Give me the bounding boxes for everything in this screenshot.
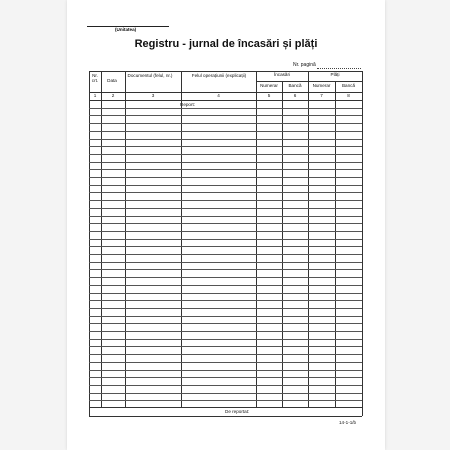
table-carry-row-top	[89, 407, 362, 408]
table-row-line	[89, 323, 362, 324]
table-row-line	[89, 354, 362, 355]
table-carry-row-edge	[362, 407, 363, 416]
table-row-line	[89, 200, 362, 201]
table-row-line	[89, 208, 362, 209]
table-row-line	[89, 108, 362, 109]
table-row-line	[89, 177, 362, 178]
page-number-field[interactable]	[317, 68, 361, 69]
header-operation: Felul operațiunii (explicații)	[191, 73, 247, 78]
table-row-line	[89, 293, 362, 294]
column-number-6: 6	[293, 93, 297, 98]
form-title: Registru - jurnal de încasări și plăți	[134, 38, 318, 50]
table-row-line	[89, 331, 362, 332]
table-row-line	[89, 131, 362, 132]
table-row-line	[89, 115, 362, 116]
table-row-line	[89, 316, 362, 317]
table-border-top	[89, 71, 362, 72]
table-row-line	[89, 377, 362, 378]
table-row-line	[89, 393, 362, 394]
table-row-line	[89, 277, 362, 278]
table-header-bottom	[89, 92, 362, 93]
table-border-bottom	[89, 416, 362, 417]
table-row-line	[89, 362, 362, 363]
carry-forward-label: De reportat:	[225, 409, 250, 414]
table-row-line	[89, 162, 362, 163]
header-date: Data	[107, 78, 117, 83]
table-row-line	[89, 192, 362, 193]
column-number-1: 1	[93, 93, 97, 98]
unit-label: (Unitatea)	[115, 27, 137, 32]
page-number-label: Nr. pagină	[293, 62, 316, 68]
header-payments-bank: Bancă	[341, 83, 356, 88]
header-receipts: Încasări	[273, 72, 291, 77]
table-row-line	[89, 400, 362, 401]
header-receipts-cash: Numerar	[260, 83, 278, 88]
table-row-line	[89, 139, 362, 140]
table-carry-row-edge	[89, 407, 90, 416]
column-number-5: 5	[267, 93, 271, 98]
table-row-line	[89, 146, 362, 147]
header-payments-cash: Numerar	[312, 83, 331, 88]
table-row-line	[89, 262, 362, 263]
table-row-line	[89, 123, 362, 124]
table-row-line	[89, 246, 362, 247]
table-row-line	[89, 154, 362, 155]
table-row-line	[89, 223, 362, 224]
table-row-line	[89, 231, 362, 232]
header-document: Documentul (felul, nr.)	[127, 73, 173, 78]
form-code: 14-1-1/b	[339, 420, 357, 425]
table-row-line	[89, 169, 362, 170]
table-row-line	[89, 339, 362, 340]
column-number-8: 8	[347, 93, 350, 98]
header-nr-crt: Nr. crt.	[91, 73, 99, 83]
report-label: Report:	[180, 102, 196, 107]
table-row-line	[89, 285, 362, 286]
table-row-line	[89, 346, 362, 347]
table-row-line	[89, 300, 362, 301]
table-row-line	[89, 254, 362, 255]
journal-table	[89, 71, 362, 416]
table-row-line	[89, 269, 362, 270]
table-column-line	[362, 71, 363, 407]
table-subheader-line	[256, 81, 362, 82]
table-row-line	[89, 239, 362, 240]
column-number-4: 4	[217, 93, 220, 98]
table-row-line	[89, 385, 362, 386]
table-number-row-bottom	[89, 100, 362, 101]
column-number-7: 7	[320, 93, 323, 98]
table-row-line	[89, 370, 362, 371]
header-receipts-bank: Bancă	[288, 83, 302, 88]
table-row-line	[89, 308, 362, 309]
table-row-line	[89, 185, 362, 186]
column-number-3: 3	[151, 93, 155, 98]
header-payments: Plăți	[330, 72, 340, 77]
table-row-line	[89, 216, 362, 217]
column-number-2: 2	[111, 93, 115, 98]
form-sheet	[67, 0, 385, 450]
